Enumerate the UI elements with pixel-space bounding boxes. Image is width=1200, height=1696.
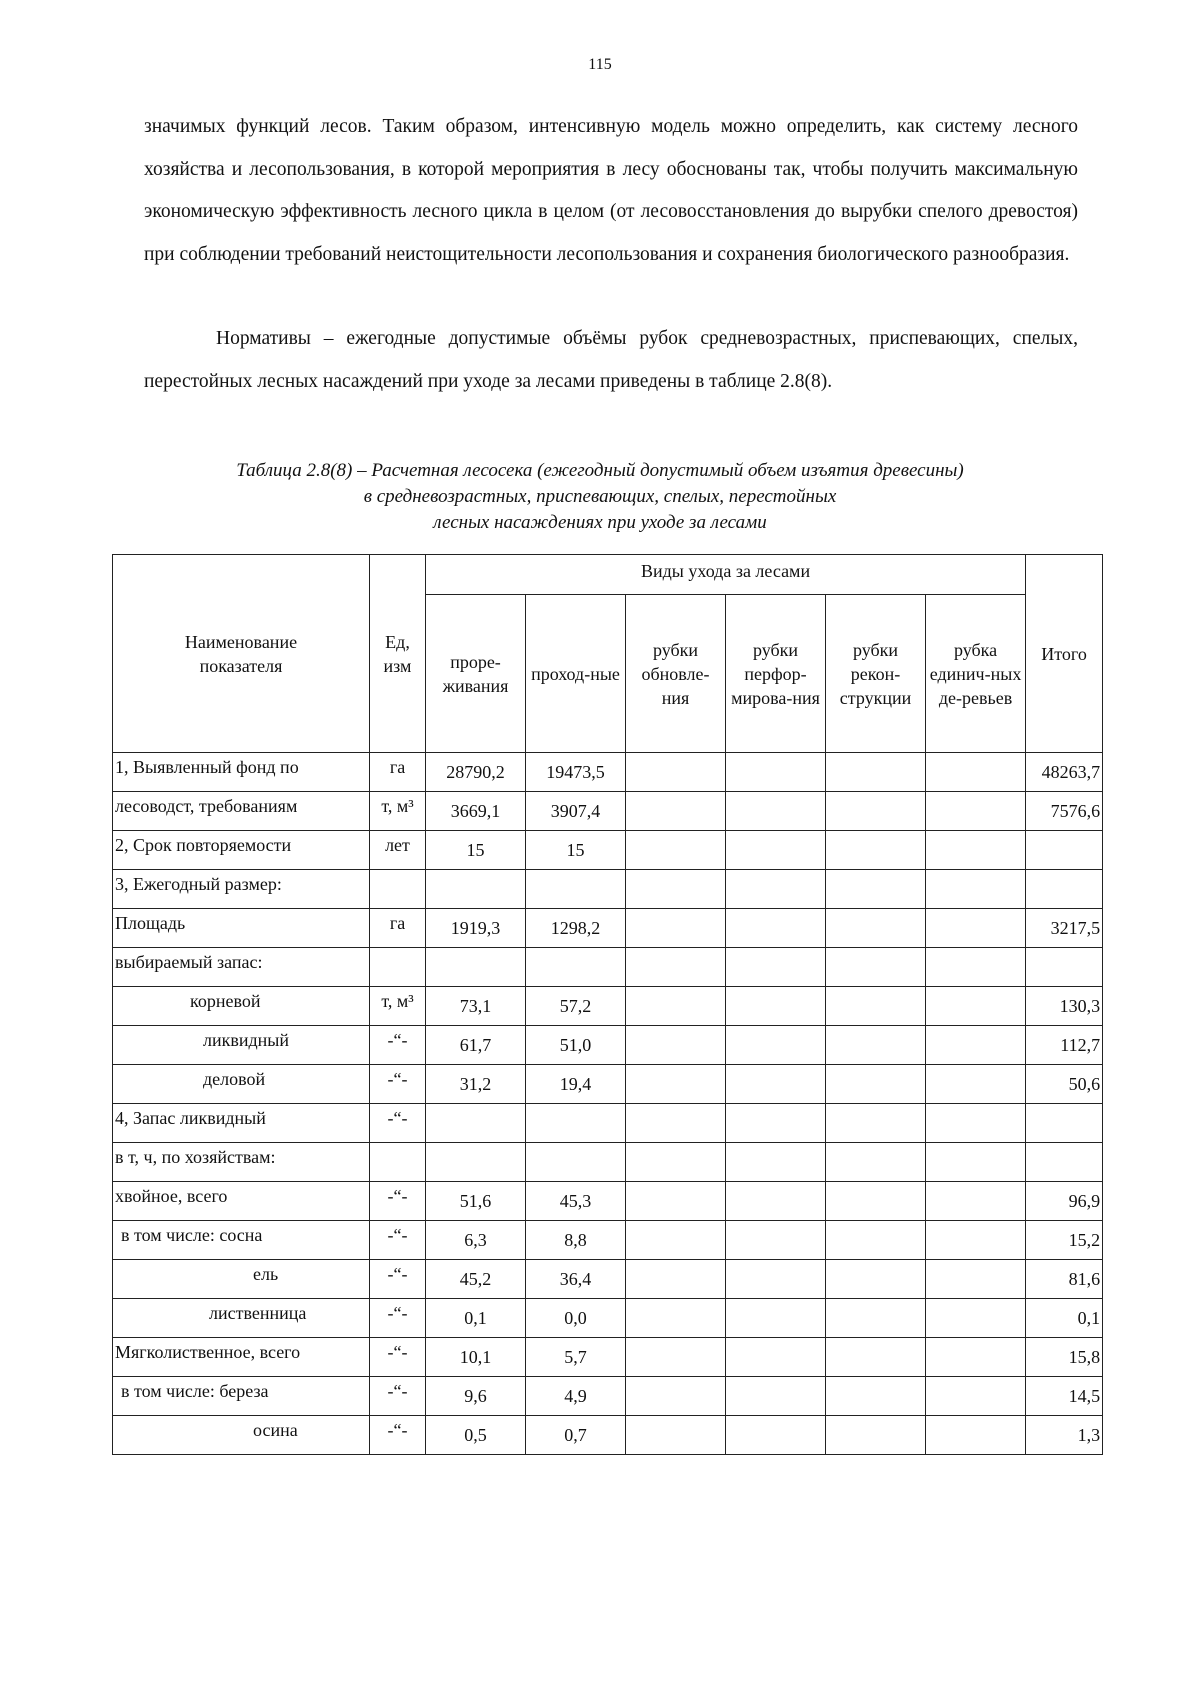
cell-reconstruction [826, 1104, 926, 1143]
row-label: ликвидный [113, 1026, 370, 1065]
table-row [113, 1065, 1103, 1104]
table-row [113, 1182, 1103, 1221]
cell-renewal [626, 987, 726, 1026]
row-unit: -“- [370, 1260, 426, 1299]
row-unit: -“- [370, 1104, 426, 1143]
cell-passage: 4,9 [526, 1377, 626, 1416]
row-label: осина [113, 1416, 370, 1455]
paragraph-norms: Нормативы – ежегодные допустимые объёмы рубок средневозрастных, приспевающих, спелых, перестойных лесных насаждений при уходе за лесами приведены в таблице 2.8(8). [144, 328, 1078, 392]
row-unit: т, м³ [370, 987, 426, 1026]
table-row [113, 1026, 1103, 1065]
cell-reformation [726, 870, 826, 909]
row-unit: -“- [370, 1221, 426, 1260]
cell-reformation [726, 1182, 826, 1221]
cell-reconstruction [826, 1065, 926, 1104]
cell-renewal [626, 1026, 726, 1065]
row-unit: -“- [370, 1377, 426, 1416]
cell-passage: 5,7 [526, 1338, 626, 1377]
header-col: рубки рекон-струкции [826, 595, 926, 753]
paragraph-intro: значимых функций лесов. Таким образом, интенсивную модель можно определить, как систему лесного хозяйства и лесопользования, в которой мероприятия в лесу обоснованы так, чтобы получить максимальную экономическую эффективность лесного цикла в целом (от лесовосстановления до вырубки спелого древостоя) при соблюдении требований неистощительности лесопользования и сохранения биологического разнообразия. [144, 116, 1078, 265]
row-label: 2, Срок повторяемости [113, 831, 370, 870]
table-caption [100, 458, 1100, 536]
cell-thinning [426, 1143, 526, 1182]
cell-renewal [626, 1338, 726, 1377]
table-row [113, 1221, 1103, 1260]
header-col: рубки обновле-ния [626, 595, 726, 753]
cell-single-trees [926, 1065, 1026, 1104]
table-row [113, 792, 1103, 831]
cell-reconstruction [826, 1377, 926, 1416]
row-unit: -“- [370, 1026, 426, 1065]
cell-renewal [626, 1182, 726, 1221]
row-label: 3, Ежегодный размер: [113, 870, 370, 909]
cell-passage: 15 [526, 831, 626, 870]
header-group: Виды ухода за лесами [426, 555, 1026, 595]
cell-reconstruction [826, 987, 926, 1026]
cell-reformation [726, 1065, 826, 1104]
table-row [113, 831, 1103, 870]
row-unit: -“- [370, 1299, 426, 1338]
table-row [113, 987, 1103, 1026]
cell-reconstruction [826, 792, 926, 831]
cell-renewal [626, 831, 726, 870]
cell-renewal [626, 1143, 726, 1182]
header-unit: Ед, изм [370, 555, 426, 753]
cell-renewal [626, 753, 726, 792]
cell-renewal [626, 792, 726, 831]
header-total: Итого [1026, 555, 1103, 753]
cell-single-trees [926, 1338, 1026, 1377]
cell-passage: 19473,5 [526, 753, 626, 792]
cell-renewal [626, 1104, 726, 1143]
cell-total: 3217,5 [1026, 909, 1103, 948]
cell-thinning: 10,1 [426, 1338, 526, 1377]
table-row [113, 1377, 1103, 1416]
row-unit: лет [370, 831, 426, 870]
cell-thinning: 1919,3 [426, 909, 526, 948]
header-col: рубки перфор-мирова-ния [726, 595, 826, 753]
cell-single-trees [926, 909, 1026, 948]
cell-reformation [726, 948, 826, 987]
cell-single-trees [926, 1182, 1026, 1221]
cell-passage: 57,2 [526, 987, 626, 1026]
cell-reconstruction [826, 1221, 926, 1260]
row-label: лесоводст, требованиям [113, 792, 370, 831]
cell-thinning: 3669,1 [426, 792, 526, 831]
cell-total: 15,8 [1026, 1338, 1103, 1377]
cell-reformation [726, 1221, 826, 1260]
cell-single-trees [926, 1377, 1026, 1416]
table-row [113, 1104, 1103, 1143]
cell-thinning [426, 870, 526, 909]
cell-single-trees [926, 1260, 1026, 1299]
table-row [113, 1299, 1103, 1338]
cell-reformation [726, 1260, 826, 1299]
row-unit: -“- [370, 1338, 426, 1377]
cell-passage: 8,8 [526, 1221, 626, 1260]
row-label: в том числе: береза [113, 1377, 370, 1416]
row-unit [370, 870, 426, 909]
cell-passage [526, 948, 626, 987]
row-label: 4, Запас ликвидный [113, 1104, 370, 1143]
cell-total: 0,1 [1026, 1299, 1103, 1338]
cell-renewal [626, 1416, 726, 1455]
cell-passage: 51,0 [526, 1026, 626, 1065]
cell-thinning: 9,6 [426, 1377, 526, 1416]
cell-thinning: 45,2 [426, 1260, 526, 1299]
cell-total: 50,6 [1026, 1065, 1103, 1104]
table-row [113, 948, 1103, 987]
header-col: проход-ные [526, 595, 626, 753]
cell-total: 15,2 [1026, 1221, 1103, 1260]
cell-single-trees [926, 831, 1026, 870]
cell-thinning: 31,2 [426, 1065, 526, 1104]
cell-total [1026, 948, 1103, 987]
cell-reconstruction [826, 1182, 926, 1221]
row-label: ель [113, 1260, 370, 1299]
cell-thinning: 15 [426, 831, 526, 870]
row-unit: га [370, 753, 426, 792]
table-row [113, 1260, 1103, 1299]
cell-reconstruction [826, 1299, 926, 1338]
row-label: лиственница [113, 1299, 370, 1338]
caption-line: в средневозрастных, приспевающих, спелых, перестойных [363, 486, 837, 507]
table-row [113, 1143, 1103, 1182]
cell-passage [526, 870, 626, 909]
cell-passage: 45,3 [526, 1182, 626, 1221]
header-name: Наименование показателя [113, 555, 370, 753]
cell-single-trees [926, 948, 1026, 987]
cell-reconstruction [826, 831, 926, 870]
table-row [113, 870, 1103, 909]
cell-reformation [726, 1377, 826, 1416]
row-unit [370, 948, 426, 987]
logging-norms-table [112, 554, 1103, 1455]
cell-reformation [726, 792, 826, 831]
cell-total [1026, 1143, 1103, 1182]
cell-total [1026, 870, 1103, 909]
cell-reconstruction [826, 1260, 926, 1299]
cell-thinning [426, 1104, 526, 1143]
cell-renewal [626, 870, 726, 909]
cell-reconstruction [826, 1416, 926, 1455]
row-label: Площадь [113, 909, 370, 948]
row-label: корневой [113, 987, 370, 1026]
cell-single-trees [926, 1104, 1026, 1143]
cell-renewal [626, 1065, 726, 1104]
row-unit: т, м³ [370, 792, 426, 831]
cell-passage: 3907,4 [526, 792, 626, 831]
cell-total: 48263,7 [1026, 753, 1103, 792]
cell-passage: 0,0 [526, 1299, 626, 1338]
cell-reconstruction [826, 1026, 926, 1065]
table-row [113, 753, 1103, 792]
cell-reformation [726, 909, 826, 948]
cell-thinning: 6,3 [426, 1221, 526, 1260]
cell-reformation [726, 987, 826, 1026]
cell-reformation [726, 831, 826, 870]
cell-total [1026, 1104, 1103, 1143]
cell-reformation [726, 1104, 826, 1143]
table-row [113, 909, 1103, 948]
cell-single-trees [926, 987, 1026, 1026]
cell-single-trees [926, 1026, 1026, 1065]
row-unit: -“- [370, 1182, 426, 1221]
caption-line: лесных насаждениях при уходе за лесами [433, 512, 767, 533]
cell-passage: 36,4 [526, 1260, 626, 1299]
cell-reformation [726, 1338, 826, 1377]
cell-single-trees [926, 1416, 1026, 1455]
cell-reformation [726, 1143, 826, 1182]
cell-thinning: 51,6 [426, 1182, 526, 1221]
cell-thinning: 73,1 [426, 987, 526, 1026]
row-label: в том числе: сосна [113, 1221, 370, 1260]
cell-total: 130,3 [1026, 987, 1103, 1026]
header-col: рубка единич-ных де-ревьев [926, 595, 1026, 753]
row-unit [370, 1143, 426, 1182]
table-row [113, 1416, 1103, 1455]
cell-reconstruction [826, 1143, 926, 1182]
row-unit: га [370, 909, 426, 948]
cell-reconstruction [826, 948, 926, 987]
cell-reconstruction [826, 909, 926, 948]
cell-passage [526, 1104, 626, 1143]
cell-renewal [626, 1260, 726, 1299]
row-label: 1, Выявленный фонд по [113, 753, 370, 792]
row-label: хвойное, всего [113, 1182, 370, 1221]
row-unit: -“- [370, 1065, 426, 1104]
cell-renewal [626, 1221, 726, 1260]
cell-thinning: 28790,2 [426, 753, 526, 792]
cell-renewal [626, 1377, 726, 1416]
cell-passage: 1298,2 [526, 909, 626, 948]
cell-total [1026, 831, 1103, 870]
cell-total: 96,9 [1026, 1182, 1103, 1221]
row-label: Мягколиственное, всего [113, 1338, 370, 1377]
cell-renewal [626, 1299, 726, 1338]
cell-total: 1,3 [1026, 1416, 1103, 1455]
cell-total: 7576,6 [1026, 792, 1103, 831]
cell-single-trees [926, 753, 1026, 792]
cell-reconstruction [826, 1338, 926, 1377]
table-body [113, 753, 1103, 1455]
cell-passage: 0,7 [526, 1416, 626, 1455]
cell-reformation [726, 1026, 826, 1065]
cell-reconstruction [826, 870, 926, 909]
cell-reconstruction [826, 753, 926, 792]
cell-single-trees [926, 870, 1026, 909]
caption-line: Таблица 2.8(8) – Расчетная лесосека (ежегодный допустимый объем изъятия древесины) [236, 460, 964, 481]
header-col: прорe-живания [426, 595, 526, 753]
cell-reformation [726, 1299, 826, 1338]
cell-renewal [626, 948, 726, 987]
cell-thinning: 0,1 [426, 1299, 526, 1338]
row-label: в т, ч, по хозяйствам: [113, 1143, 370, 1182]
cell-passage: 19,4 [526, 1065, 626, 1104]
cell-thinning: 61,7 [426, 1026, 526, 1065]
cell-total: 14,5 [1026, 1377, 1103, 1416]
page-number: 115 [588, 56, 612, 73]
cell-reformation [726, 753, 826, 792]
cell-single-trees [926, 1299, 1026, 1338]
cell-passage [526, 1143, 626, 1182]
cell-total: 112,7 [1026, 1026, 1103, 1065]
cell-total: 81,6 [1026, 1260, 1103, 1299]
cell-renewal [626, 909, 726, 948]
row-label: деловой [113, 1065, 370, 1104]
cell-thinning [426, 948, 526, 987]
cell-single-trees [926, 1221, 1026, 1260]
cell-single-trees [926, 792, 1026, 831]
row-unit: -“- [370, 1416, 426, 1455]
cell-reformation [726, 1416, 826, 1455]
cell-thinning: 0,5 [426, 1416, 526, 1455]
cell-single-trees [926, 1143, 1026, 1182]
row-label: выбираемый запас: [113, 948, 370, 987]
table-row [113, 1338, 1103, 1377]
